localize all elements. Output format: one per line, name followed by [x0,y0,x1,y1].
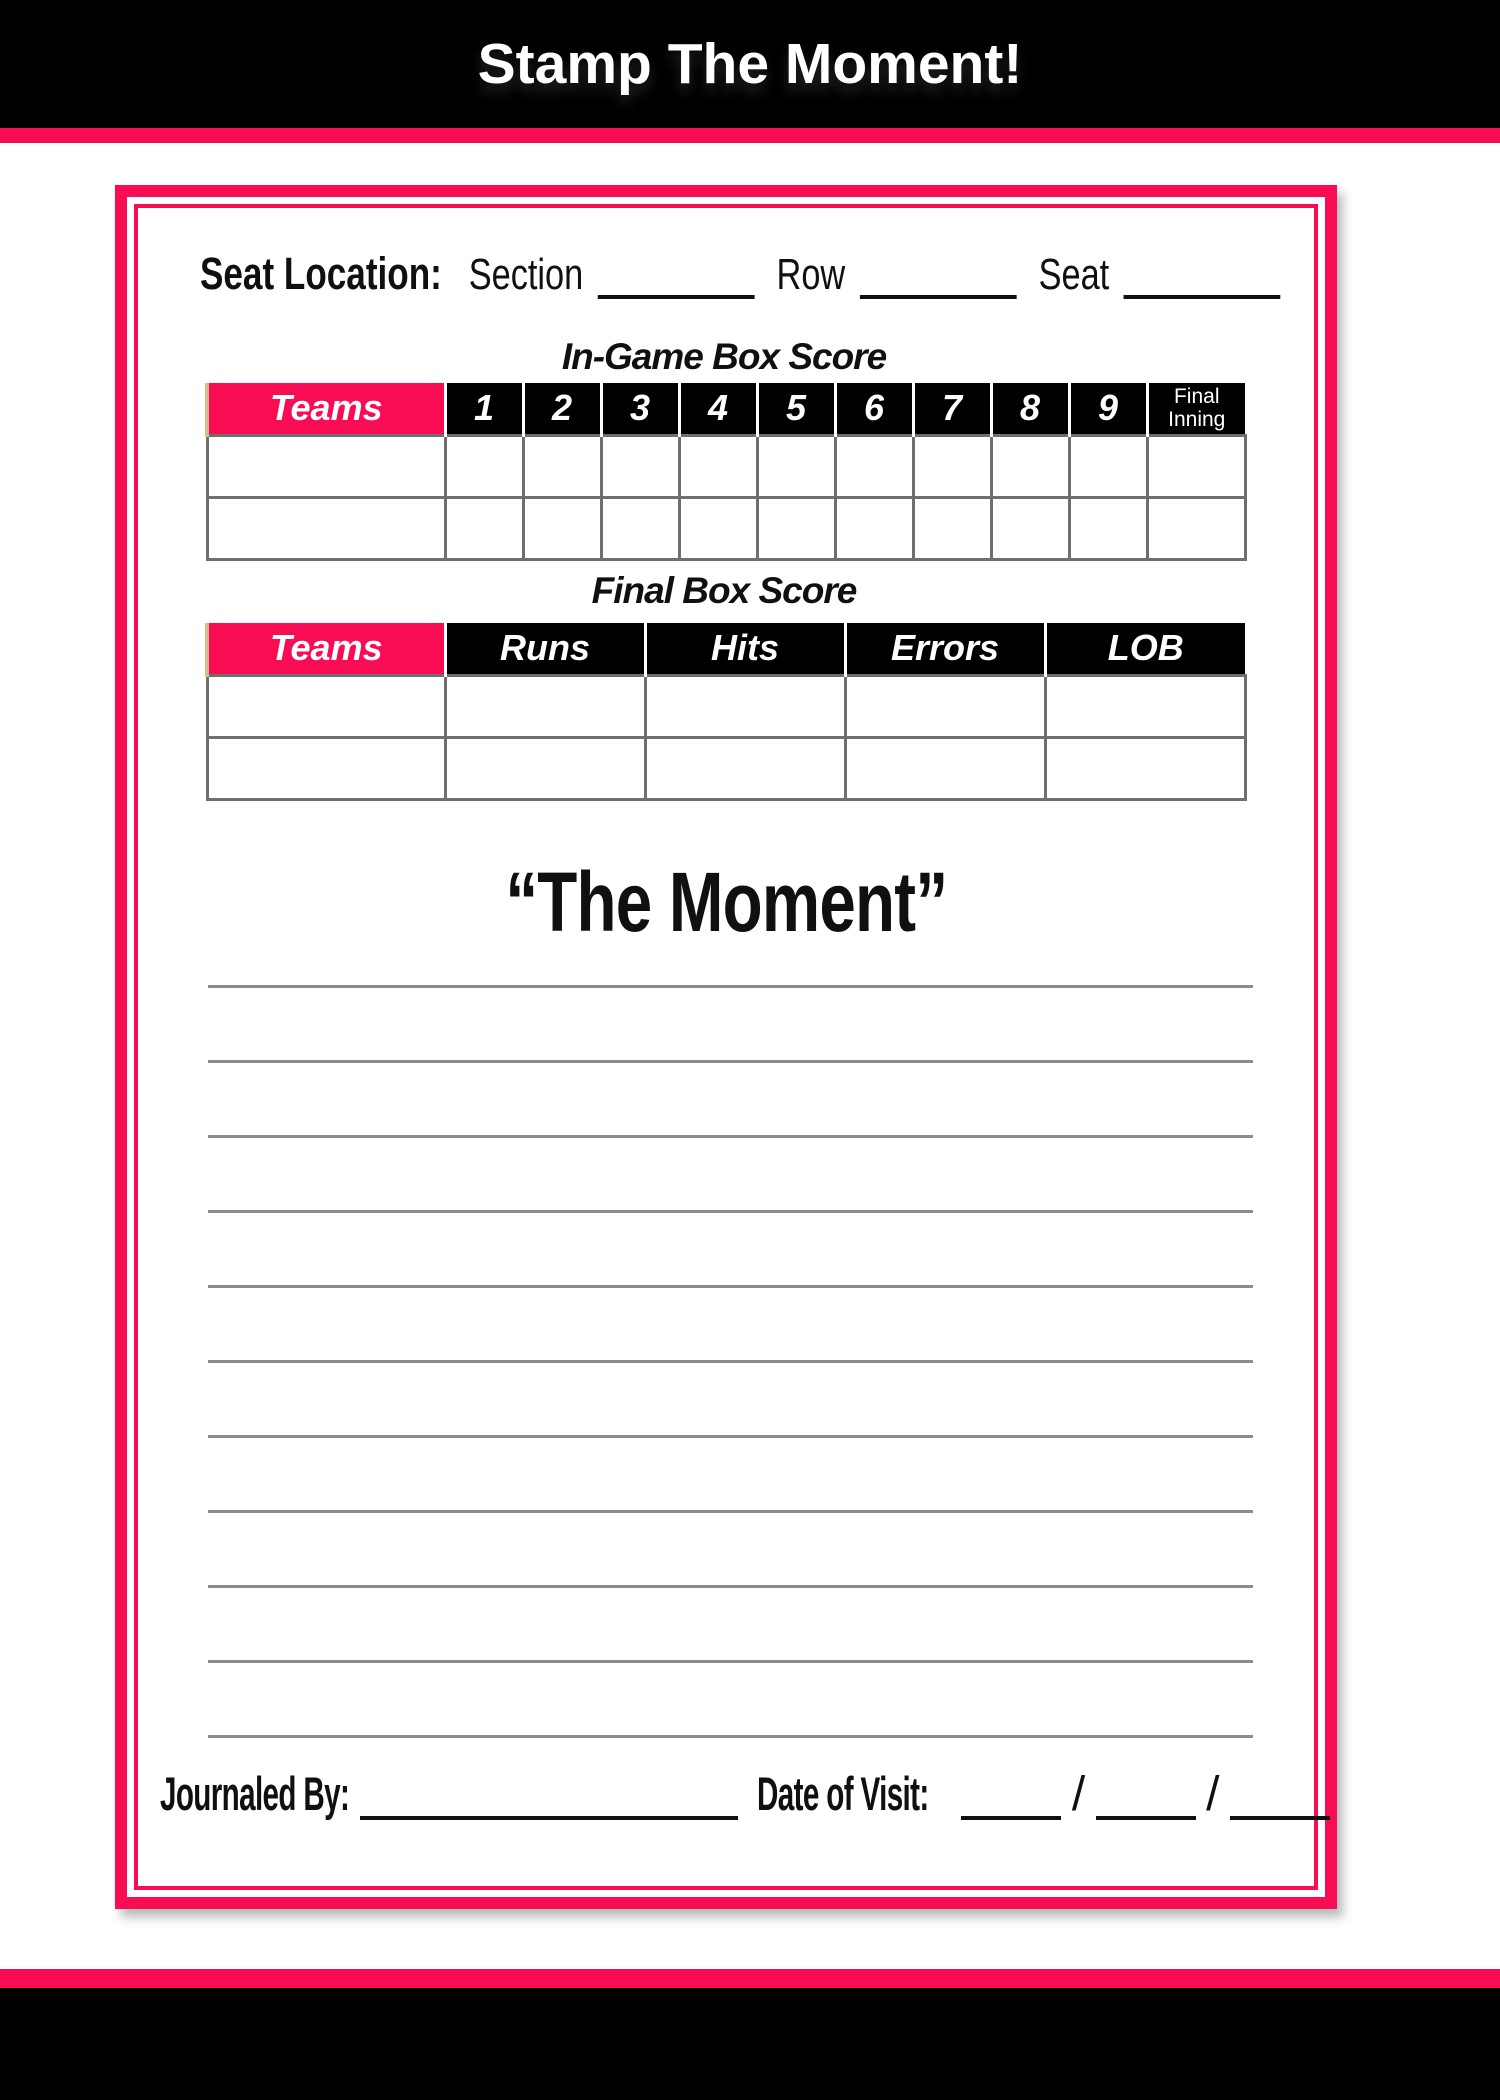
ingame-score-cell[interactable] [757,497,835,559]
final-box-score-title: Final Box Score [591,570,857,611]
journal-card-frame [134,204,1318,1890]
ingame-score-cell[interactable] [991,435,1069,497]
ingame-score-cell[interactable] [1069,497,1147,559]
seat-location-row [200,248,1500,312]
journaled-by-label: Journaled By: [160,1767,350,1820]
writing-line-6[interactable] [208,1360,1253,1363]
section-input-blank[interactable] [598,251,755,299]
writing-line-3[interactable] [208,1135,1253,1138]
final-stat-cell[interactable] [845,737,1045,799]
app-header [0,0,1500,128]
header-accent-stripe [0,128,1500,143]
writing-line-9[interactable] [208,1585,1253,1588]
date-of-visit-label-wrap [757,1766,953,1821]
ingame-score-cell[interactable] [679,497,757,559]
section-label: Section [468,250,584,299]
page-title: Stamp The Moment! [477,32,1023,96]
inning-6-header: 6 [835,383,913,435]
ingame-score-cell[interactable] [757,435,835,497]
ingame-team-name-cell[interactable] [207,435,445,497]
final-stat-cell[interactable] [445,675,645,737]
journal-card [115,185,1337,1909]
inning-4-header: 4 [679,383,757,435]
seat-location-content [200,248,1299,300]
ingame-box-score-table [205,383,1247,561]
writing-line-1[interactable] [208,985,1253,988]
inning-2-header: 2 [523,383,601,435]
writing-line-8[interactable] [208,1510,1253,1513]
ingame-score-cell[interactable] [835,435,913,497]
writing-line-7[interactable] [208,1435,1253,1438]
final-stat-cell[interactable] [1045,737,1245,799]
moment-heading-text: “The Moment” [505,855,947,949]
ingame-score-cell[interactable] [445,435,523,497]
ingame-score-cell[interactable] [991,497,1069,559]
final-inning-header [1147,383,1245,435]
ingame-score-cell[interactable] [601,497,679,559]
ingame-box-score-title: In-Game Box Score [561,336,887,377]
writing-line-2[interactable] [208,1060,1253,1063]
ingame-header-row [207,383,1245,435]
final-stat-cell[interactable] [445,737,645,799]
seat-label: Seat [1038,250,1110,299]
final-inning-line1: Final [1173,385,1220,409]
final-team-name-cell[interactable] [207,737,445,799]
writing-line-10[interactable] [208,1660,1253,1663]
inning-8-header: 8 [991,383,1069,435]
seat-location-label: Seat Location: [200,248,442,299]
writing-line-11[interactable] [208,1735,1253,1738]
ingame-score-cell[interactable] [601,435,679,497]
final-header-row [207,623,1245,675]
ingame-score-cell[interactable] [913,497,991,559]
final-team-row-1 [207,675,1245,737]
journaled-by-label-wrap [160,1766,356,1821]
ingame-team-row-1 [207,435,1245,497]
footer-accent-stripe [0,1969,1500,1988]
ingame-score-cell[interactable] [445,497,523,559]
final-inning-line2: Inning [1168,408,1226,432]
final-teams-header: Teams [207,623,445,675]
footer-bar [0,1988,1500,2100]
ingame-teams-header: Teams [207,383,445,435]
ingame-final-inning-cell[interactable] [1147,435,1245,497]
ingame-final-inning-cell[interactable] [1147,497,1245,559]
date-day-blank[interactable] [1096,1772,1196,1820]
writing-line-4[interactable] [208,1210,1253,1213]
ingame-score-cell[interactable] [523,435,601,497]
seat-input-blank[interactable] [1124,251,1281,299]
ingame-score-cell[interactable] [523,497,601,559]
inning-5-header: 5 [757,383,835,435]
hits-header: Hits [645,623,845,675]
final-box-score-table [205,623,1247,801]
ingame-score-cell[interactable] [1069,435,1147,497]
final-stat-cell[interactable] [845,675,1045,737]
row-label: Row [776,250,846,299]
inning-9-header: 9 [1069,383,1147,435]
row-input-blank[interactable] [860,251,1017,299]
inning-7-header: 7 [913,383,991,435]
date-year-blank[interactable] [1230,1772,1330,1820]
errors-header: Errors [845,623,1045,675]
final-stat-cell[interactable] [645,737,845,799]
ingame-team-name-cell[interactable] [207,497,445,559]
date-separator-icon: / [1206,1768,1220,1821]
final-stat-cell[interactable] [645,675,845,737]
date-of-visit-label: Date of Visit: [756,1767,929,1820]
ingame-score-cell[interactable] [913,435,991,497]
writing-line-5[interactable] [208,1285,1253,1288]
final-team-name-cell[interactable] [207,675,445,737]
inning-1-header: 1 [445,383,523,435]
ingame-score-cell[interactable] [835,497,913,559]
date-separator-icon: / [1071,1768,1086,1821]
ingame-team-row-2 [207,497,1245,559]
inning-3-header: 3 [601,383,679,435]
moment-heading [138,854,1314,951]
lob-header: LOB [1045,623,1245,675]
journal-footer-row [160,1766,1334,1846]
date-month-blank[interactable] [961,1772,1061,1820]
journaled-by-input-blank[interactable] [360,1772,738,1820]
final-team-row-2 [207,737,1245,799]
final-stat-cell[interactable] [1045,675,1245,737]
ingame-score-cell[interactable] [679,435,757,497]
runs-header: Runs [445,623,645,675]
